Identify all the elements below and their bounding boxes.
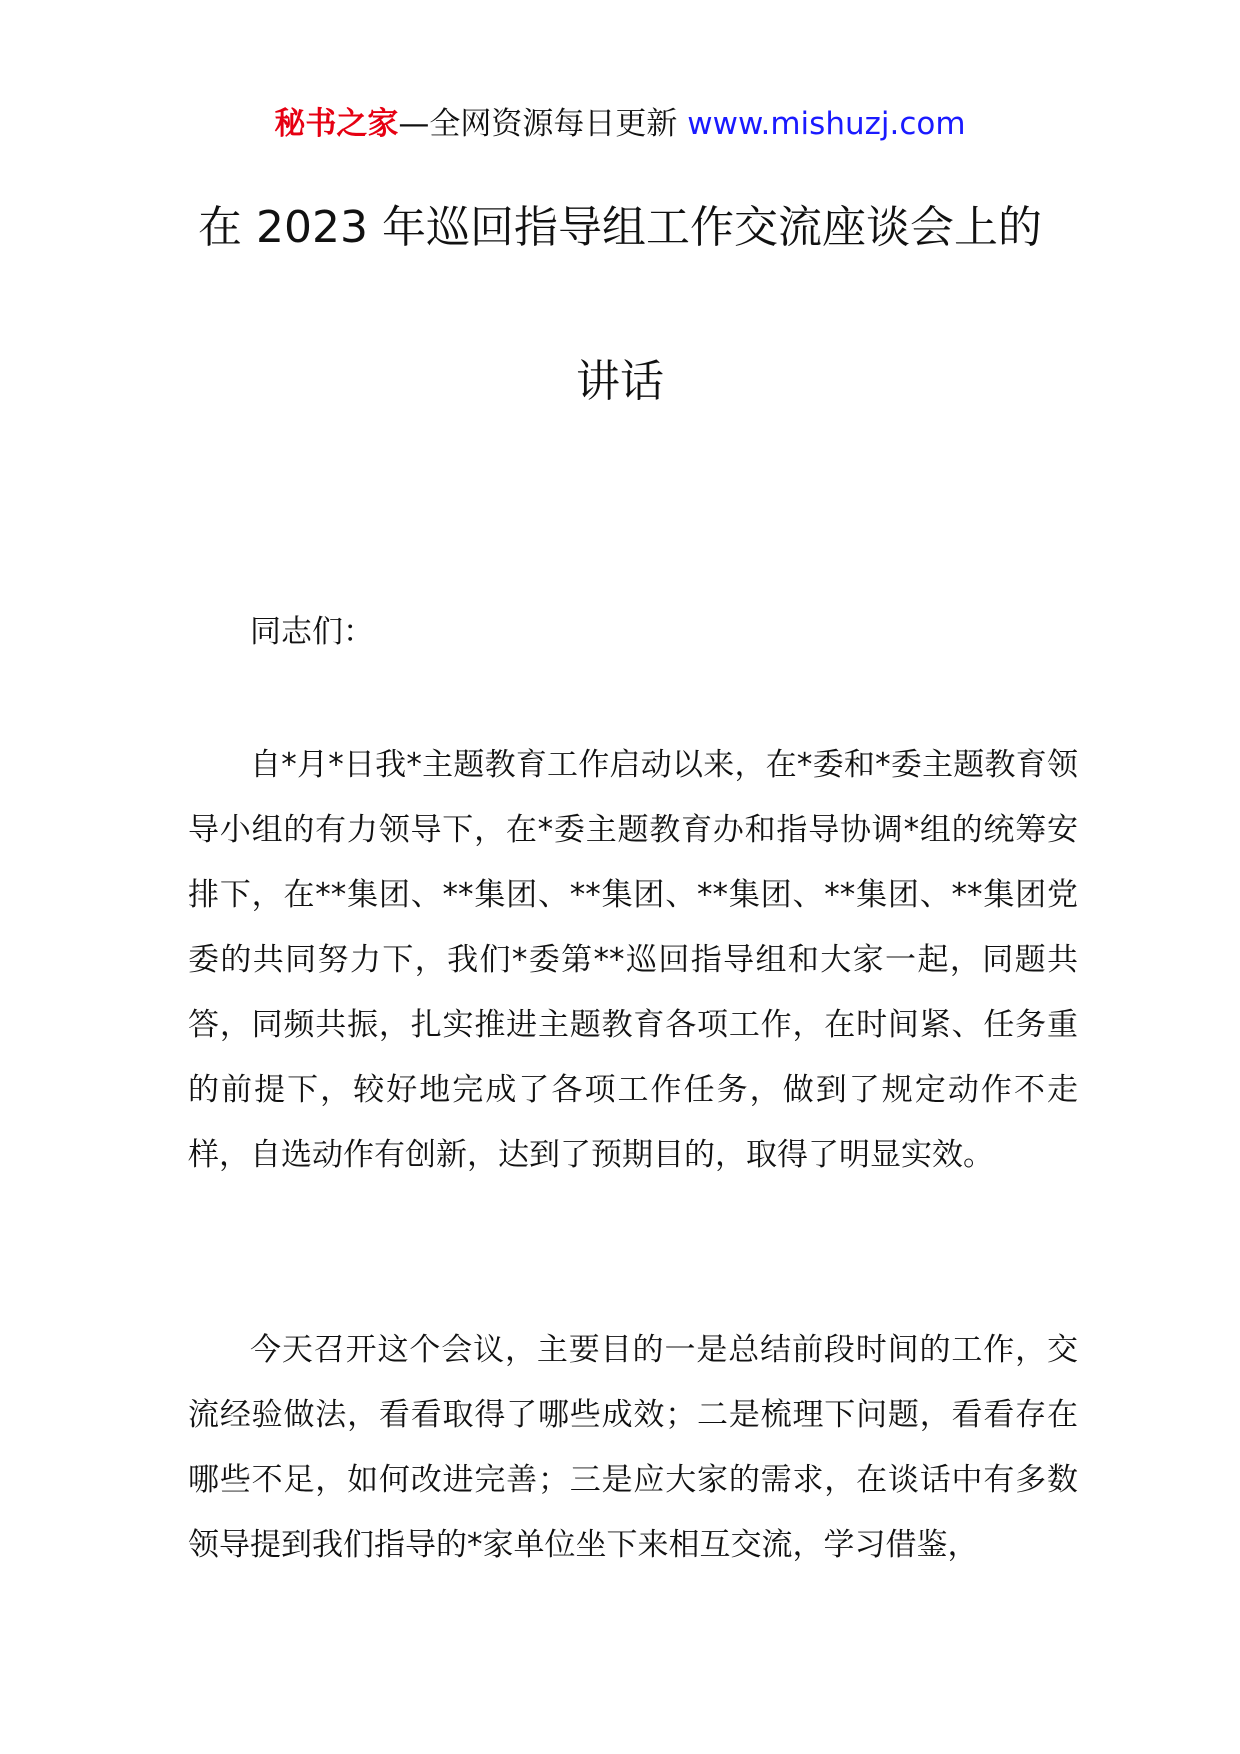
website-link[interactable]: www.mishuzj.com xyxy=(687,106,966,142)
banner-tagline: —全网资源每日更新 xyxy=(398,106,688,142)
salutation: 同志们： xyxy=(250,614,374,650)
paragraph-1: 自*月*日我*主题教育工作启动以来，在*委和*委主题教育领导小组的有力领导下，在*委主题教育办和指导协调*组的统筹安排下，在**集团、**集团、**集团、**集团、**集团、**集团党委的共同努力下，我们*委第**巡回指导组和大家一起，同题共答，同频共振，扎实推进主题教育各项工作，在时间紧、任务重的前提下，较好地完成了各项工作任务，做到了规定动作不走样，自选动作有创新，达到了预期目的，取得了明显实效。 xyxy=(188,747,1078,1173)
document-title-line-1: 在 2023 年巡回指导组工作交流座谈会上的 xyxy=(198,202,1042,253)
document-title-line-2: 讲话 xyxy=(576,356,664,407)
site-banner xyxy=(0,98,1240,150)
paragraph-2: 今天召开这个会议，主要目的一是总结前段时间的工作，交流经验做法，看看取得了哪些成效；二是梳理下问题，看看存在哪些不足，如何改进完善；三是应大家的需求，在谈话中有多数领导提到我们指导的*家单位坐下来相互交流，学习借鉴， xyxy=(188,1332,1078,1563)
brand-name: 秘书之家 xyxy=(274,106,399,142)
